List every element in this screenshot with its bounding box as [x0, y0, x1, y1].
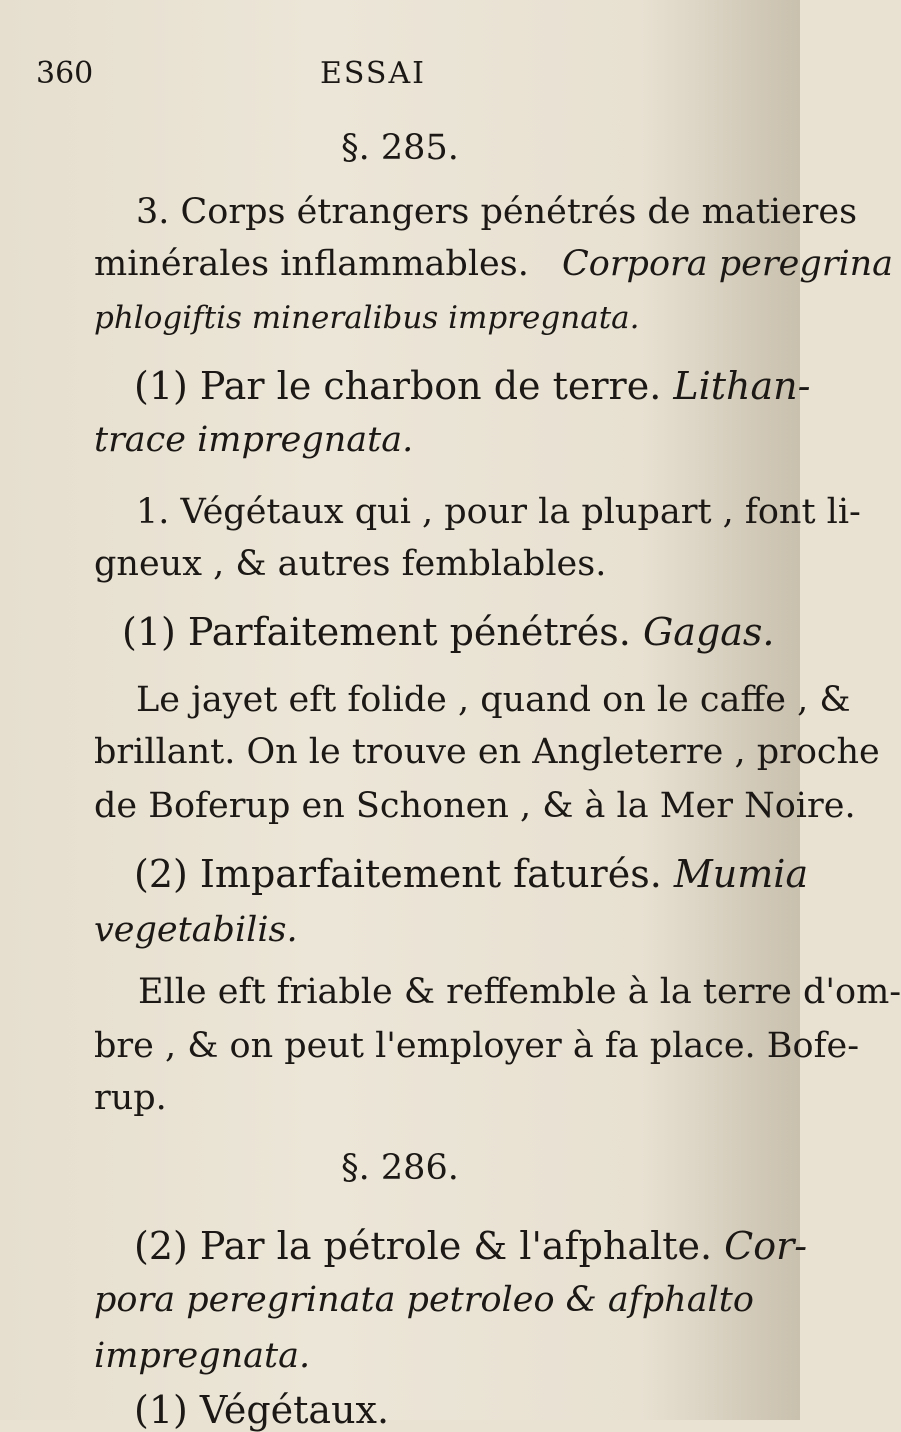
- text-line: 3. Corps étrangers pénétrés de matieres: [136, 192, 858, 232]
- latin-line: vegetabilis.: [94, 910, 298, 950]
- text-span: (1) Par le charbon de terre.: [134, 364, 662, 408]
- text-span: (2) Par la pétrole & l'afphalte.: [134, 1224, 713, 1268]
- latin-span: Gagas.: [642, 610, 775, 654]
- latin-span: Corpora peregrina: [561, 244, 894, 284]
- text-line: 1. Végétaux qui , pour la plupart , font li-: [136, 492, 861, 532]
- subheading-line: [134, 852, 808, 896]
- text-line: Le jayet eft folide , quand on le caffe , &: [136, 680, 851, 720]
- text-line: bre , & on peut l'employer à fa place. Bofe-: [94, 1026, 860, 1066]
- latin-span: Mumia: [673, 852, 809, 896]
- latin-line: impregnata.: [94, 1336, 311, 1376]
- text-line: rup.: [94, 1078, 167, 1118]
- latin-span: Lithan-: [673, 364, 811, 408]
- latin-line: trace impregnata.: [94, 420, 414, 460]
- latin-span: Cor-: [724, 1224, 808, 1268]
- latin-line: pora peregrinata petroleo & afphalto: [94, 1280, 754, 1320]
- text-span: minérales inflammables.: [94, 244, 529, 284]
- text-line: Elle eft friable & reffemble à la terre d'om-: [138, 972, 901, 1012]
- subheading-line: [134, 1224, 807, 1268]
- subheading-line: [134, 364, 810, 408]
- subheading-line: (1) Végétaux.: [134, 1388, 390, 1432]
- running-title: ESSAI: [320, 56, 426, 91]
- text-line: gneux , & autres femblables.: [94, 544, 607, 584]
- text-line: [94, 242, 893, 286]
- page-number: 360: [36, 56, 94, 91]
- text-line: brillant. On le trouve en Angleterre , proche: [94, 732, 880, 772]
- text-span: (2) Imparfaitement faturés.: [134, 852, 662, 896]
- section-heading-285: §. 285.: [341, 128, 459, 168]
- text-span: (1) Parfaitement pénétrés.: [122, 610, 631, 654]
- text-line: de Boferup en Schonen , & à la Mer Noire.: [94, 786, 856, 826]
- section-heading-286: §. 286.: [341, 1148, 459, 1188]
- latin-line: phlogiftis mineralibus impregnata.: [94, 300, 640, 336]
- subheading-line: [122, 610, 775, 654]
